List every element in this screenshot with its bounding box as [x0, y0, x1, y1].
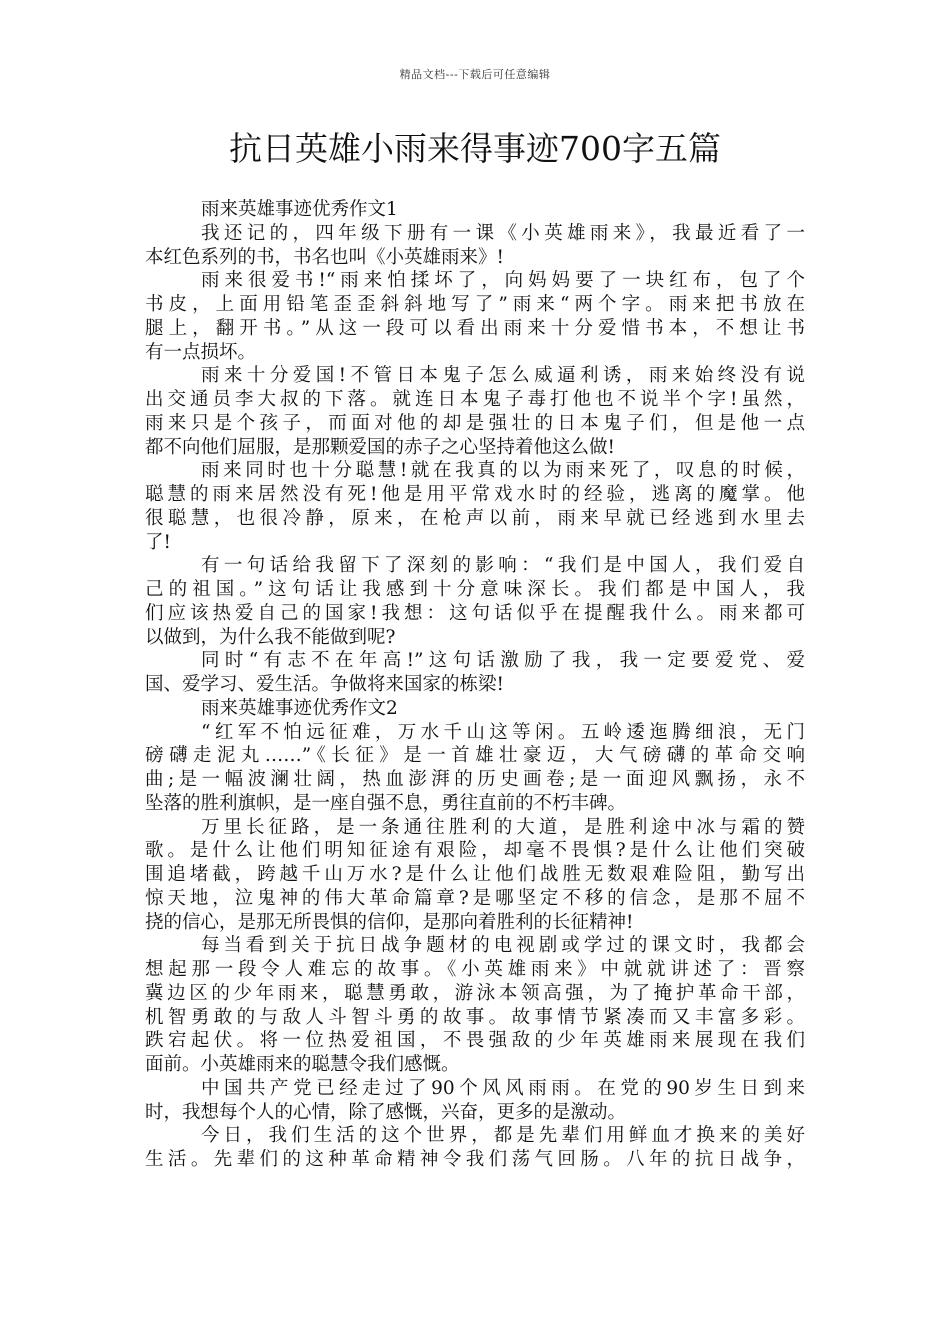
text-line: 围追堵截，跨越千山万水?是什么让他们战胜无数艰难险阻，勤写出 [145, 864, 805, 885]
text-line: 很聪慧，也很冷静，原来，在枪声以前，雨来早就已经逃到水里去 [145, 507, 805, 529]
text-line: 了! [145, 531, 171, 553]
text-line: “红军不怕远征难，万水千山这等闲。五岭逶迤腾细浪，无门 [201, 721, 805, 743]
document-title: 抗日英雄小雨来得事迹700字五篇 [229, 129, 721, 168]
text-line: 本红色系列的书，书名也叫《小英雄雨来》! [145, 246, 504, 268]
text-line: 磅礴走泥丸……”《长征》是一首雄壮豪迈，大气磅礴的革命交响 [145, 745, 805, 767]
text-line: 跌宕起伏。将一位热爱祖国，不畏强敌的少年英雄雨来展现在我们 [145, 1030, 805, 1052]
text-line: 雨来很爱书!“雨来怕揉坏了，向妈妈要了一块红布，包了个 [201, 270, 805, 292]
text-line: 机智勇敢的与敌人斗智斗勇的故事。故事情节紧凑而又丰富多彩。 [145, 1006, 805, 1028]
text-line: 有一点损坏。 [145, 341, 257, 363]
text-line: 出交通员李大叔的下落。就连日本鬼子毒打他也不说半个字!虽然， [145, 389, 805, 410]
text-line: 面前。小英雄雨来的聪慧令我们感慨。 [145, 1054, 460, 1075]
text-line: 同时“有志不在年高!”这句话激励了我，我一定要爱党、爱 [201, 650, 805, 672]
text-line: 冀边区的少年雨来，聪慧勇敢，游泳本领高强，为了掩护革命干部， [145, 982, 805, 1004]
text-line: 每当看到关于抗日战争题材的电视剧或学过的课文时，我都会 [201, 935, 805, 957]
text-line: 我还记的，四年级下册有一课《小英雄雨来》，我最近看了一 [201, 222, 805, 244]
text-line: 生活。先辈们的这种革命精神令我们荡气回肠。八年的抗日战争， [145, 1149, 805, 1170]
text-line: 都不向他们屈服，是那颗爱国的赤子之心坚持着他这么做! [145, 436, 615, 458]
text-line: 中国共产党已经走过了90个风风雨雨。在党的90岁生日到来 [201, 1077, 805, 1099]
text-line: 万里长征路，是一条通往胜利的大道，是胜利途中冰与霜的赞 [201, 816, 805, 838]
text-line: 雨来只是个孩子，而面对他的却是强壮的日本鬼子们，但是他一点 [145, 412, 805, 434]
text-line: 雨来同时也十分聪慧!就在我真的以为雨来死了，叹息的时候， [201, 460, 805, 482]
text-line: 雨来英雄事迹优秀作文1 [201, 199, 398, 220]
text-line: 时，我想每个人的心情，除了感慨，兴奋，更多的是激动。 [145, 1101, 627, 1123]
text-line: 己的祖国。”这句话让我感到十分意味深长。我们都是中国人，我 [145, 579, 805, 600]
text-line: 们应该热爱自己的国家!我想：这句话似乎在提醒我什么。雨来都可 [145, 602, 805, 624]
text-line: 挠的信心，是那无所畏惧的信仰，是那向着胜利的长征精神! [145, 911, 634, 933]
text-line: 聪慧的雨来居然没有死!他是用平常戏水时的经验，逃离的魔掌。他 [145, 484, 805, 505]
text-line: 想起那一段令人难忘的故事。《小英雄雨来》中就就讲述了：晋察 [145, 959, 805, 980]
text-line: 雨来英雄事迹优秀作文2 [201, 697, 398, 719]
text-line: 曲;是一幅波澜壮阔，热血澎湃的历史画卷;是一面迎风飘扬，永不 [145, 769, 805, 790]
text-line: 雨来十分爱国!不管日本鬼子怎么威逼利诱，雨来始终没有说 [201, 365, 805, 387]
text-line: 坠落的胜利旗帜，是一座自强不息，勇往直前的不朽丰碑。 [145, 792, 627, 814]
text-line: 惊天地，泣鬼神的伟大革命篇章?是哪坚定不移的信念，是那不屈不 [145, 887, 805, 909]
text-line: 今日，我们生活的这个世界，都是先辈们用鲜血才换来的美好 [201, 1125, 805, 1147]
text-line: 以做到，为什么我不能做到呢? [145, 626, 396, 648]
text-line: 歌。是什么让他们明知征途有艰险，却毫不畏惧?是什么让他们突破 [145, 840, 805, 862]
header-note: 精品文档---下载后可任意编辑 [399, 68, 551, 81]
text-line: 国、爱学习、爱生活。争做将来国家的栋梁! [145, 674, 504, 695]
text-line: 书皮，上面用铅笔歪歪斜斜地写了”雨来“两个字。雨来把书放在 [145, 294, 805, 315]
text-line: 有一句话给我留下了深刻的影响：“我们是中国人，我们爱自 [201, 555, 805, 577]
text-line: 腿上，翻开书。”从这一段可以看出雨来十分爱惜书本，不想让书 [145, 317, 805, 339]
document-body [145, 198, 805, 1172]
